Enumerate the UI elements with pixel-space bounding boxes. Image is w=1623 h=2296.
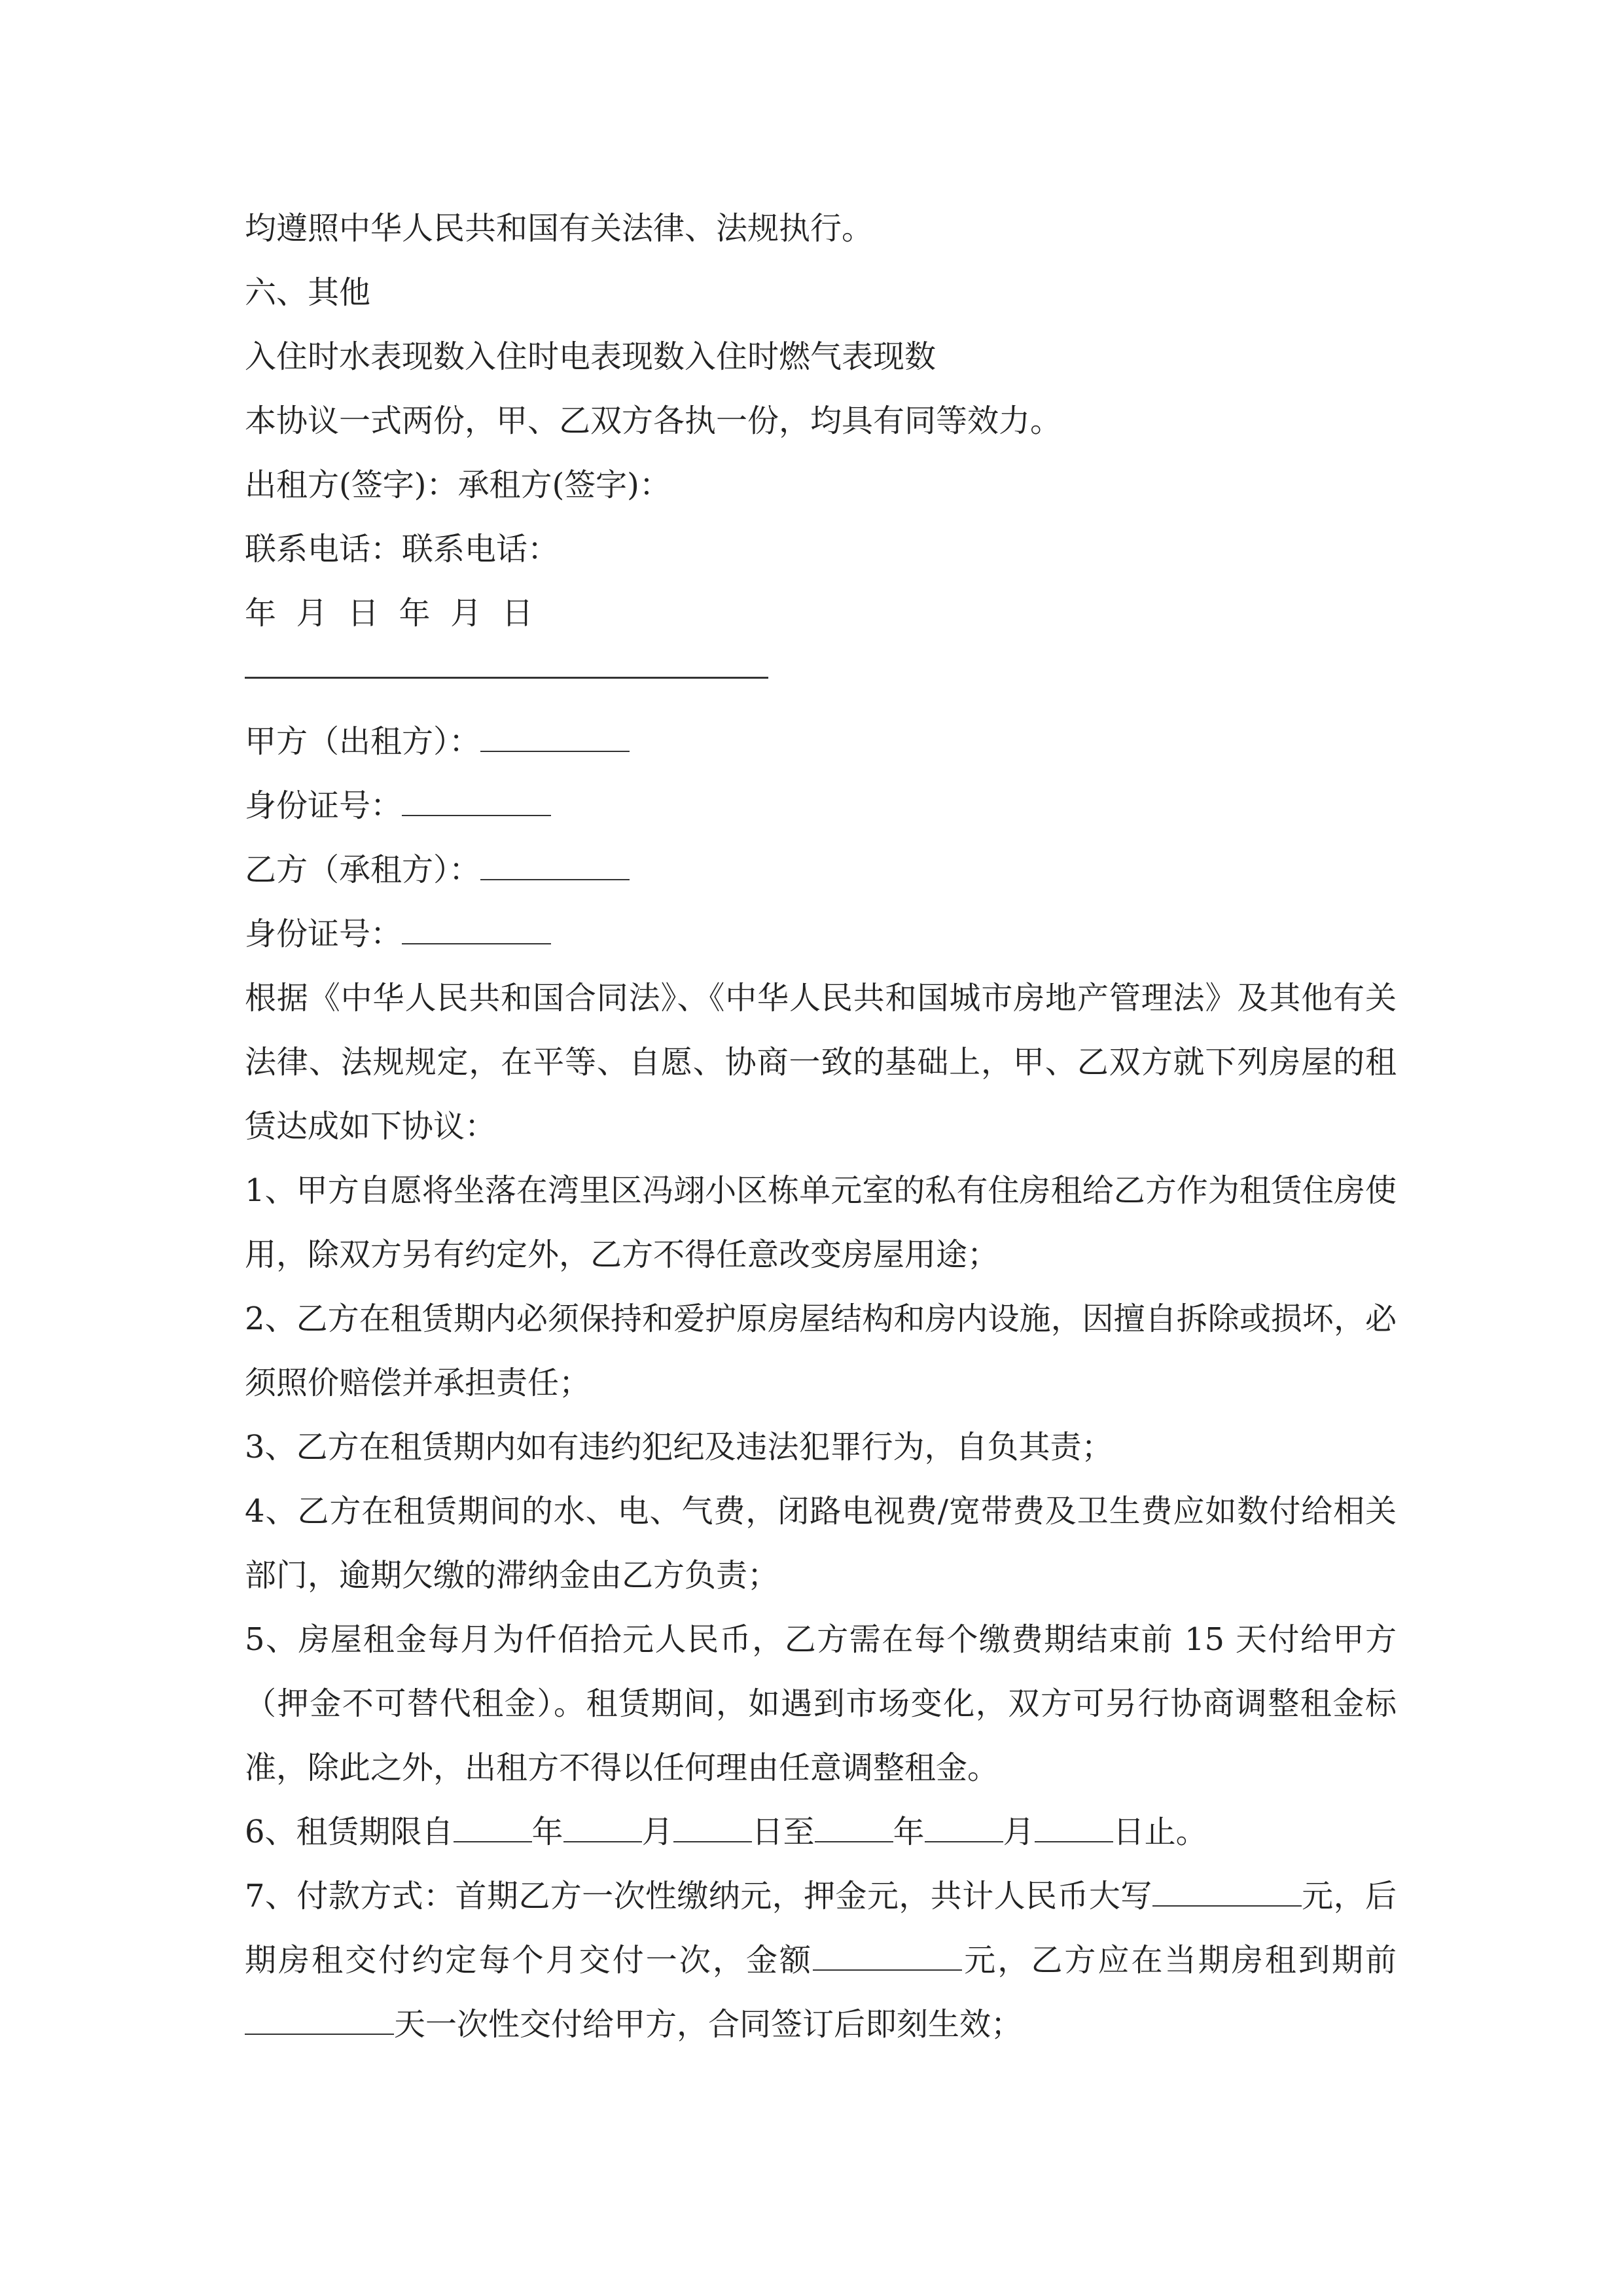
days-before-blank[interactable]	[245, 2005, 394, 2035]
party-b-label: 乙方（承租方）：	[245, 852, 481, 888]
clause-6-prefix: 6、租赁期限自	[245, 1814, 454, 1850]
clause-7-part4: 天一次性交付给甲方，合同签订后即刻生效；	[394, 2006, 1023, 2043]
end-day-blank[interactable]	[1035, 1812, 1113, 1842]
signature-line: 出租方(签字)：承租方(签字)：	[245, 467, 671, 503]
monthly-amount-blank[interactable]	[813, 1941, 962, 1971]
start-month-blank[interactable]	[563, 1812, 642, 1842]
clause-7-part3: 元，乙方应在当期房租到期前	[962, 1942, 1397, 1979]
clause-7-part2: 元，后期房租交付约定每个月交付一次，金额	[245, 1878, 1397, 1979]
party-b-id-field	[245, 902, 1397, 966]
party-b-id-label: 身份证号：	[245, 916, 402, 952]
party-a-id-label: 身份证号：	[245, 787, 402, 824]
party-b-id-blank[interactable]	[402, 914, 551, 944]
text-line: 均遵照中华人民共和国有关法律、法规执行。	[245, 210, 874, 247]
date-line: 年 月 日 年 月 日	[245, 595, 533, 632]
party-b-field	[245, 838, 1397, 902]
clause-7	[245, 1864, 1397, 2056]
clause-6-year1: 年	[531, 1814, 563, 1850]
clause-2: 2、乙方在租赁期内必须保持和爱护原房屋结构和房内设施，因擅自拆除或损坏，必须照价赔偿并承担责任；	[245, 1300, 1397, 1401]
party-a-blank[interactable]	[480, 722, 630, 752]
total-amount-blank[interactable]	[1152, 1876, 1302, 1907]
clause-6-dayto: 日至	[751, 1814, 815, 1850]
separator-rule	[245, 645, 1397, 709]
clause-5: 5、房屋租金每月为仟佰拾元人民币，乙方需在每个缴费期结束前 15 天付给甲方（押金不可替代租金）。租赁期间，如遇到市场变化，双方可另行协商调整租金标准，除此之外，出租方不得以任何理由任意调整租金。	[245, 1621, 1397, 1786]
clause-6	[245, 1800, 1397, 1864]
clause-1: 1、甲方自愿将坐落在湾里区冯翊小区栋单元室的私有住房租给乙方作为租赁住房使用，除双方另有约定外，乙方不得任意改变房屋用途；	[245, 1172, 1397, 1273]
text-line: 本协议一式两份，甲、乙双方各执一份，均具有同等效力。	[245, 403, 1062, 439]
document-body	[245, 196, 1397, 2056]
clause-6-year2: 年	[893, 1814, 925, 1850]
section-heading: 六、其他	[245, 274, 371, 311]
end-year-blank[interactable]	[815, 1812, 893, 1842]
separator-text	[245, 645, 768, 709]
party-a-id-blank[interactable]	[402, 786, 551, 816]
text-line: 入住时水表现数入住时电表现数入住时燃气表现数	[245, 338, 936, 375]
clause-6-month2: 月	[1003, 1814, 1035, 1850]
party-b-blank[interactable]	[480, 850, 630, 880]
preamble-paragraph: 根据《中华人民共和国合同法》、《中华人民共和国城市房地产管理法》及其他有关法律、法规规定，在平等、自愿、协商一致的基础上，甲、乙双方就下列房屋的租赁达成如下协议：	[245, 980, 1397, 1145]
start-day-blank[interactable]	[673, 1812, 752, 1842]
clause-6-month1: 月	[641, 1814, 673, 1850]
phone-line: 联系电话：联系电话：	[245, 531, 560, 567]
clause-6-end: 日止。	[1113, 1814, 1207, 1850]
end-month-blank[interactable]	[925, 1812, 1003, 1842]
start-year-blank[interactable]	[454, 1812, 532, 1842]
clause-4: 4、乙方在租赁期间的水、电、气费，闭路电视费/宽带费及卫生费应如数付给相关部门，逾期欠缴的滞纳金由乙方负责；	[245, 1493, 1397, 1594]
party-a-field	[245, 709, 1397, 774]
party-a-id-field	[245, 774, 1397, 838]
clause-3: 3、乙方在租赁期内如有违约犯纪及违法犯罪行为，自负其责；	[245, 1429, 1113, 1465]
clause-7-part1: 7、付款方式：首期乙方一次性缴纳元，押金元，共计人民币大写	[245, 1878, 1152, 1914]
party-a-label: 甲方（出租方）：	[245, 723, 481, 760]
